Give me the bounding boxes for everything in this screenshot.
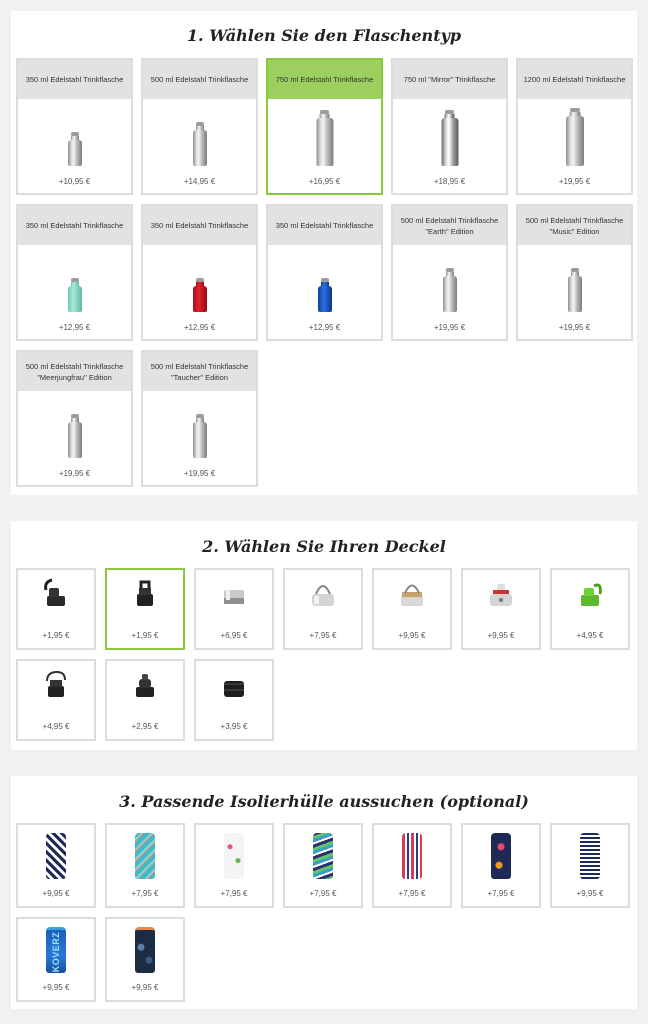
sleeve-floral-icon bbox=[224, 833, 244, 879]
sleeve-option-price: +7,95 € bbox=[131, 889, 159, 898]
sleeve-option-card[interactable] bbox=[105, 917, 185, 1002]
loop-lid-icon bbox=[129, 578, 161, 615]
sleeve-option-card[interactable] bbox=[105, 823, 185, 908]
bottle-image-icon bbox=[193, 414, 207, 458]
lid-option-price: +9,95 € bbox=[398, 631, 426, 640]
bottle-option-price: +12,95 € bbox=[183, 323, 216, 332]
bottle-option-card[interactable] bbox=[141, 350, 258, 487]
bottle-option-price: +12,95 € bbox=[58, 323, 91, 332]
sip-lid-icon bbox=[129, 669, 161, 706]
lid-option-card[interactable] bbox=[105, 659, 185, 741]
bottle-image-icon bbox=[316, 110, 333, 166]
bottle-option-price: +19,95 € bbox=[183, 469, 216, 478]
lid-option-price: +9,95 € bbox=[487, 631, 515, 640]
bottle-option-label: 350 ml Edelstahl Trinkflasche bbox=[18, 206, 131, 245]
bottle-option-price: +19,95 € bbox=[558, 323, 591, 332]
bottle-image-icon bbox=[443, 268, 457, 312]
bottle-body-icon bbox=[68, 286, 82, 312]
bottle-option-card[interactable] bbox=[391, 204, 508, 341]
sleeve-option-price: +9,95 € bbox=[131, 983, 159, 992]
sleeve-option-price: +7,95 € bbox=[487, 889, 515, 898]
bottle-option-price: +16,95 € bbox=[308, 177, 341, 186]
bottle-option-label: 750 ml Edelstahl Trinkflasche bbox=[268, 60, 381, 99]
lid-option-card[interactable] bbox=[550, 568, 630, 650]
sleeve-option-card[interactable] bbox=[16, 823, 96, 908]
lid-option-card[interactable] bbox=[194, 568, 274, 650]
bottle-option-label: 500 ml Edelstahl Trinkflasche "Taucher" Edition bbox=[143, 352, 256, 391]
bottle-body-icon bbox=[193, 422, 207, 458]
bottle-body-icon bbox=[193, 286, 207, 312]
lid-option-price: +6,95 € bbox=[220, 631, 248, 640]
bottle-body-icon bbox=[441, 118, 458, 166]
bottle-option-card[interactable] bbox=[141, 204, 258, 341]
lid-option-card[interactable] bbox=[372, 568, 452, 650]
bottle-option-card[interactable] bbox=[16, 204, 133, 341]
bottle-body-icon bbox=[316, 118, 333, 166]
sleeve-option-price: +7,95 € bbox=[398, 889, 426, 898]
bottle-option-label: 1200 ml Edelstahl Trinkflasche bbox=[518, 60, 631, 99]
sleeve-flower-navy-icon bbox=[491, 833, 511, 879]
bottle-type-section bbox=[11, 11, 637, 495]
bottle-option-card[interactable] bbox=[16, 58, 133, 195]
lid-option-card[interactable] bbox=[461, 568, 541, 650]
bottle-option-label: 500 ml Edelstahl Trinkflasche "Music" Edition bbox=[518, 206, 631, 245]
bottle-option-label: 350 ml Edelstahl Trinkflasche bbox=[143, 206, 256, 245]
bottle-option-price: +19,95 € bbox=[558, 177, 591, 186]
sleeve-zigzag-icon bbox=[313, 833, 333, 879]
lid-option-price: +4,95 € bbox=[576, 631, 604, 640]
bottle-option-price: +19,95 € bbox=[58, 469, 91, 478]
bottle-body-icon bbox=[568, 276, 582, 312]
sleeve-turquoise-icon bbox=[135, 833, 155, 879]
bottle-option-label: 500 ml Edelstahl Trinkflasche bbox=[143, 60, 256, 99]
bottle-option-card[interactable] bbox=[516, 58, 633, 195]
sleeve-koverz-icon bbox=[46, 927, 66, 973]
bottle-option-card[interactable] bbox=[266, 58, 383, 195]
sleeve-option-card[interactable] bbox=[372, 823, 452, 908]
sleeve-navy-pattern-icon bbox=[46, 833, 66, 879]
bottle-image-icon bbox=[68, 414, 82, 458]
bottle-option-card[interactable] bbox=[141, 58, 258, 195]
bottle-image-icon bbox=[193, 122, 207, 166]
sleeve-option-price: +9,95 € bbox=[42, 889, 70, 898]
lid-option-card[interactable] bbox=[16, 568, 96, 650]
lid-section bbox=[11, 521, 637, 750]
bottle-image-icon bbox=[68, 278, 82, 312]
sleeve-section-title: 3. Passende Isolierhülle aussuchen (optional) bbox=[119, 792, 529, 811]
bottle-option-card[interactable] bbox=[391, 58, 508, 195]
bottle-body-icon bbox=[318, 286, 332, 312]
sleeve-option-price: +9,95 € bbox=[42, 983, 70, 992]
sleeve-option-card[interactable] bbox=[16, 917, 96, 1002]
lid-option-price: +1,95 € bbox=[42, 631, 70, 640]
bottle-option-price: +18,95 € bbox=[433, 177, 466, 186]
flat-cap-icon bbox=[218, 669, 250, 706]
bottle-option-card[interactable] bbox=[266, 204, 383, 341]
sleeve-retro-icon bbox=[402, 833, 422, 879]
kids-sport-lid-icon bbox=[574, 578, 606, 615]
sleeve-option-price: +7,95 € bbox=[309, 889, 337, 898]
sleeve-print-text: KOVERZ bbox=[51, 931, 61, 972]
bottle-image-icon bbox=[441, 110, 458, 166]
bottle-option-card[interactable] bbox=[516, 204, 633, 341]
sleeve-check-icon bbox=[580, 833, 600, 879]
bottle-body-icon bbox=[68, 422, 82, 458]
bottle-option-label: 750 ml "Mirror" Trinkflasche bbox=[393, 60, 506, 99]
bottle-body-icon bbox=[443, 276, 457, 312]
bottle-image-icon bbox=[193, 278, 207, 312]
sleeve-option-card[interactable] bbox=[283, 823, 363, 908]
lid-option-card[interactable] bbox=[283, 568, 363, 650]
bottle-option-price: +19,95 € bbox=[433, 323, 466, 332]
sleeve-option-card[interactable] bbox=[194, 823, 274, 908]
bottle-option-price: +12,95 € bbox=[308, 323, 341, 332]
steel-vent-lid-icon bbox=[485, 578, 517, 615]
sleeve-option-card[interactable] bbox=[461, 823, 541, 908]
bottle-option-label: 350 ml Edelstahl Trinkflasche bbox=[18, 60, 131, 99]
lid-option-price: +3,95 € bbox=[220, 722, 248, 731]
bottle-option-card[interactable] bbox=[16, 350, 133, 487]
bottle-option-label: 500 ml Edelstahl Trinkflasche "Earth" Edition bbox=[393, 206, 506, 245]
bottle-option-price: +10,95 € bbox=[58, 177, 91, 186]
bottle-image-icon bbox=[568, 268, 582, 312]
lid-option-price: +7,95 € bbox=[309, 631, 337, 640]
lid-option-card[interactable] bbox=[105, 568, 185, 650]
bottle-option-price: +14,95 € bbox=[183, 177, 216, 186]
bottle-body-icon bbox=[193, 130, 207, 166]
lid-option-price: +2,95 € bbox=[131, 722, 159, 731]
sleeve-option-card[interactable] bbox=[550, 823, 630, 908]
bottle-body-icon bbox=[68, 140, 82, 166]
lid-option-card[interactable] bbox=[16, 659, 96, 741]
bamboo-loop-lid-icon bbox=[396, 578, 428, 615]
lid-option-price: +4,95 € bbox=[42, 722, 70, 731]
bottle-option-label: 350 ml Edelstahl Trinkflasche bbox=[268, 206, 381, 245]
steel-loop-lid-icon bbox=[307, 578, 339, 615]
bottle-body-icon bbox=[566, 116, 584, 166]
sport-lid-icon bbox=[40, 578, 72, 615]
bottle-image-icon bbox=[318, 278, 332, 312]
sleeve-option-price: +7,95 € bbox=[220, 889, 248, 898]
sleeve-diver-icon bbox=[135, 927, 155, 973]
lid-option-card[interactable] bbox=[194, 659, 274, 741]
lid-section-title: 2. Wählen Sie Ihren Deckel bbox=[202, 537, 446, 556]
bottle-section-title: 1. Wählen Sie den Flaschentyp bbox=[186, 26, 462, 45]
bottle-image-icon bbox=[566, 108, 584, 166]
steel-lid-icon bbox=[218, 578, 250, 615]
sport-loop-lid-icon bbox=[40, 669, 72, 706]
sleeve-section bbox=[11, 776, 637, 1009]
lid-option-price: +1,95 € bbox=[131, 631, 159, 640]
sleeve-option-price: +9,95 € bbox=[576, 889, 604, 898]
bottle-image-icon bbox=[68, 132, 82, 166]
bottle-option-label: 500 ml Edelstahl Trinkflasche "Meerjungfrau" Edition bbox=[18, 352, 131, 391]
